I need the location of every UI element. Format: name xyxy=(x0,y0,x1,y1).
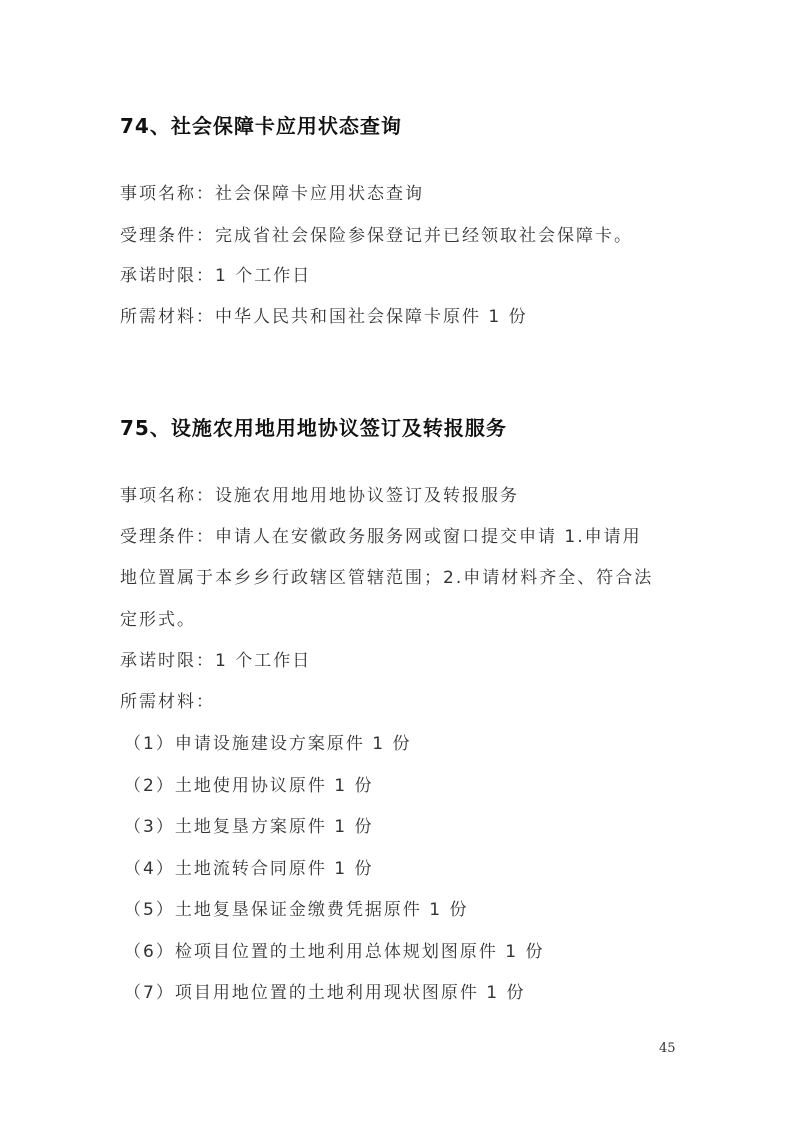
section-74-heading: 74、社会保障卡应用状态查询 xyxy=(120,114,402,138)
section-75-heading: 75、设施农用地用地协议签订及转报服务 xyxy=(120,416,507,440)
material-item-3: （3）土地复垦方案原件 1 份 xyxy=(124,817,374,837)
section-75-item-name: 事项名称：设施农用地用地协议签订及转报服务 xyxy=(120,486,519,506)
material-item-2: （2）土地使用协议原件 1 份 xyxy=(124,776,374,796)
material-item-6: （6）检项目位置的土地利用总体规划图原件 1 份 xyxy=(124,942,545,962)
section-74-time-limit: 承诺时限：1 个工作日 xyxy=(120,266,312,286)
section-75-acceptance-conditions-line-1: 受理条件：申请人在安徽政务服务网或窗口提交申请 1.申请用 xyxy=(120,527,642,547)
section-75-materials-label: 所需材料： xyxy=(120,692,215,712)
section-74-item-name: 事项名称：社会保障卡应用状态查询 xyxy=(120,184,424,204)
section-75-acceptance-conditions-line-2: 地位置属于本乡乡行政辖区管辖范围；2.申请材料齐全、符合法 xyxy=(120,568,654,588)
section-74-materials: 所需材料：中华人民共和国社会保障卡原件 1 份 xyxy=(120,307,528,327)
material-item-1: （1）申请设施建设方案原件 1 份 xyxy=(124,734,412,754)
material-item-7: （7）项目用地位置的土地利用现状图原件 1 份 xyxy=(124,983,526,1003)
material-item-5: （5）土地复垦保证金缴费凭据原件 1 份 xyxy=(124,900,469,920)
section-75-acceptance-conditions-line-3: 定形式。 xyxy=(120,610,196,630)
section-74-acceptance-conditions: 受理条件：完成省社会保险参保登记并已经领取社会保障卡。 xyxy=(120,226,633,246)
material-item-4: （4）土地流转合同原件 1 份 xyxy=(124,859,374,879)
section-75-time-limit: 承诺时限：1 个工作日 xyxy=(120,651,312,671)
page-number: 45 xyxy=(659,1041,676,1056)
